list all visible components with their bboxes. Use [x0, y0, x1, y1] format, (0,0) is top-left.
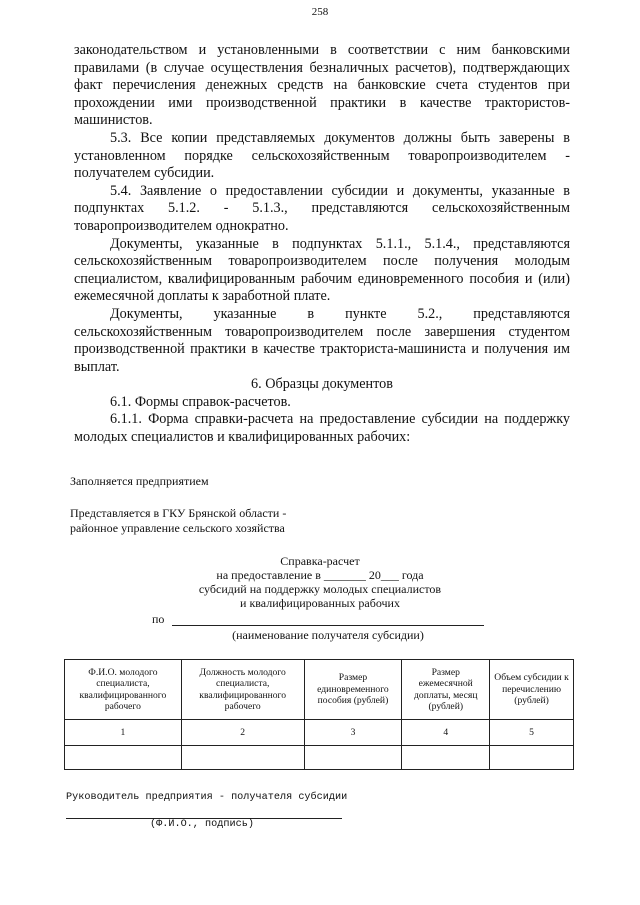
column-number: 4	[402, 720, 490, 746]
recipient-line	[172, 625, 484, 626]
table-number-row	[65, 720, 574, 746]
recipient-caption: (наименование получателя субсидии)	[232, 628, 424, 642]
column-number: 1	[65, 720, 182, 746]
subsection-6-1: 6.1. Формы справок-расчетов.	[110, 393, 291, 410]
calculation-table	[64, 659, 574, 770]
subsection-6-1-1: 6.1.1. Форма справки-расчета на предоставление субсидии на поддержку молодых специалистов и квалифицированных рабочих:	[74, 411, 570, 446]
paragraph-documents-1: Документы, указанные в подпунктах 5.1.1., 5.1.4., представляются сельскохозяйственным товаропроизводителем после получения молодым специалистом, квалифицированным рабочим единовременного пособия и (или) ежемесячной доплаты к заработной плате.	[74, 235, 570, 305]
paragraph-continuation: законодательством и установленными в соответствии с ним банковскими правилами (в случае осуществления безналичных расчетов), подтверждающих факт перечисления денежных средств на банковские счета студентов при прохождении ими производственной практики в качестве трактористов-машинистов.	[74, 42, 570, 129]
body-text	[74, 42, 570, 447]
filled-by-note: Заполняется предприятием	[70, 474, 209, 488]
header-monthly: Размер ежемесячной доплаты, месяц (рублей)	[402, 660, 490, 720]
submitted-to-line1: Представляется в ГКУ Брянской области -	[70, 506, 287, 520]
signature-label: Руководитель предприятия - получателя субсидии	[66, 792, 348, 803]
column-number: 2	[181, 720, 304, 746]
header-fio: Ф.И.О. молодого специалиста, квалифицированного рабочего	[65, 660, 182, 720]
form-title-line3: субсидий на поддержку молодых специалистов	[198, 582, 442, 596]
header-position: Должность молодого специалиста, квалифицированного рабочего	[181, 660, 304, 720]
header-lump-sum: Размер единовременного пособия (рублей)	[304, 660, 402, 720]
submitted-to-line2: районное управление сельского хозяйства	[70, 521, 285, 535]
recipient-prefix: по	[152, 612, 165, 626]
form-title-line4: и квалифицированных рабочих	[240, 596, 400, 610]
section-title: 6. Образцы документов	[251, 376, 393, 393]
table-empty-row	[65, 746, 574, 770]
table-header-row	[65, 660, 574, 720]
form-title-line2: на предоставление в _______ 20___ года	[216, 568, 424, 582]
paragraph-documents-2: Документы, указанные в пункте 5.2., представляются сельскохозяйственным товаропроизводителем после завершения студентом производственной практики в качестве тракториста-машиниста и получения им выплат.	[74, 305, 570, 375]
column-number: 3	[304, 720, 402, 746]
header-subsidy: Объем субсидии к перечислению (рублей)	[490, 660, 574, 720]
page-number: 258	[311, 6, 329, 18]
signature-caption: (Ф.И.О., подпись)	[150, 819, 254, 830]
form-title: Справка-расчет	[280, 554, 360, 568]
paragraph-5-4: 5.4. Заявление о предоставлении субсидии и документы, указанные в подпунктах 5.1.2. - 5.1.3., представляются сельскохозяйственным товаропроизводителем однократно.	[74, 182, 570, 234]
column-number: 5	[490, 720, 574, 746]
paragraph-5-3: 5.3. Все копии представляемых документов должны быть заверены в установленном порядке сельскохозяйственным товаропроизводителем - получателем субсидии.	[74, 129, 570, 182]
